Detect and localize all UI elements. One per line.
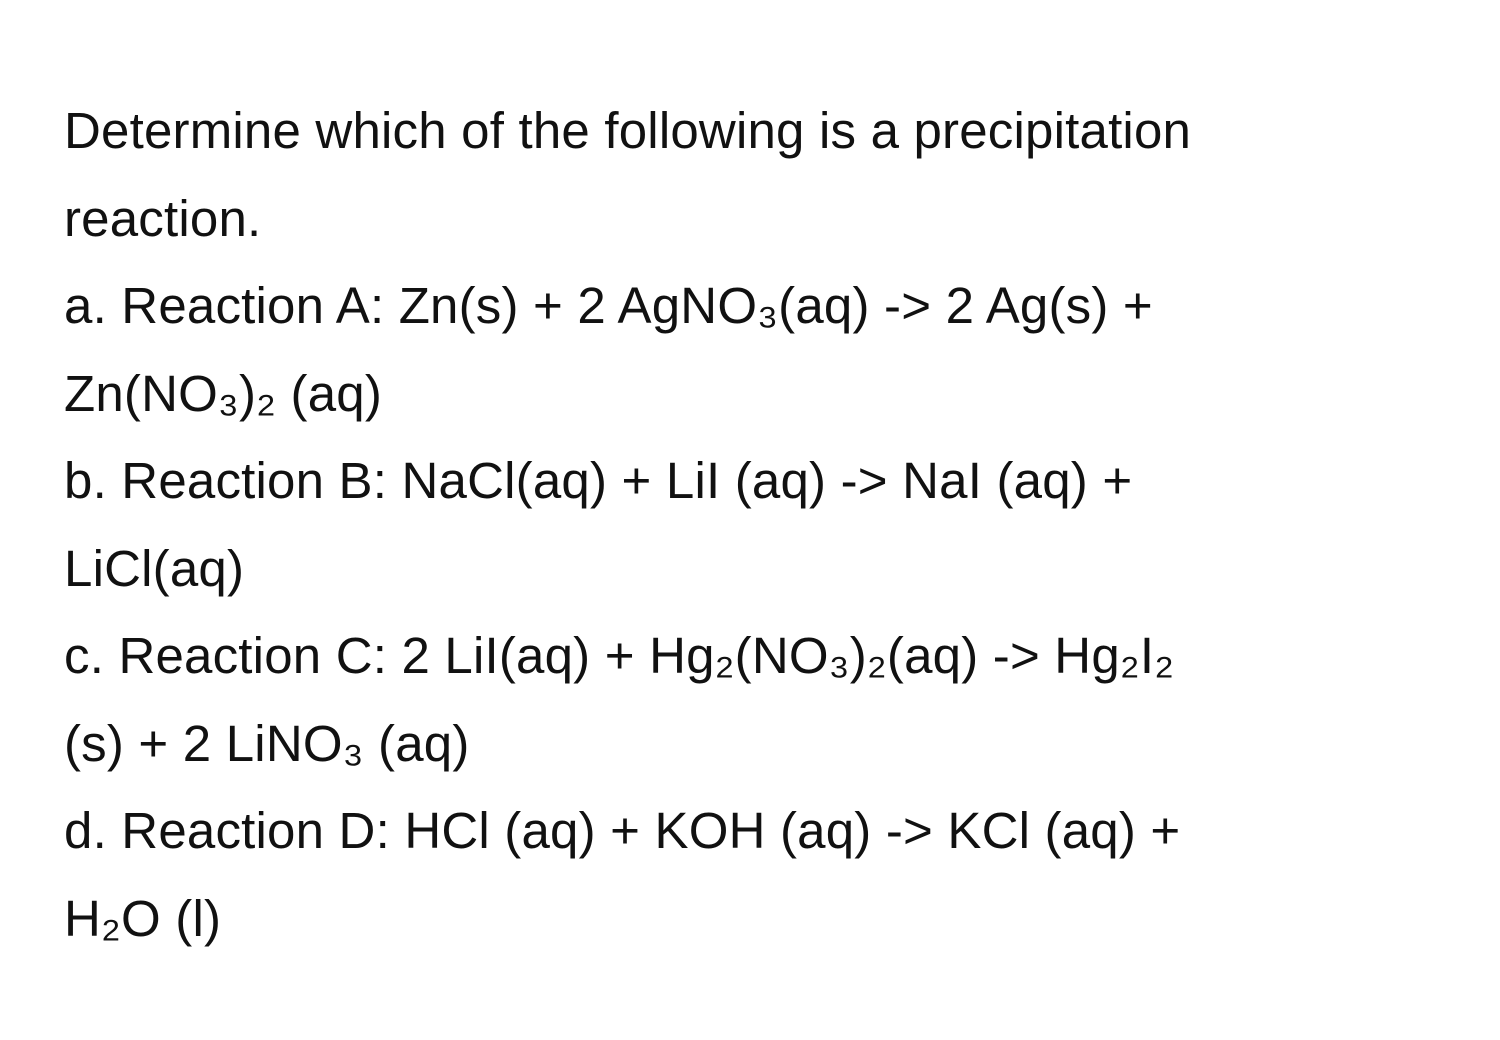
option-b-line-2: LiCl(aq) — [64, 539, 245, 597]
option-a-line-1: a. Reaction A: Zn(s) + 2 AgNO₃(aq) -> 2 Ag(s) + — [64, 277, 1153, 334]
option-c-line-1: c. Reaction C: 2 LiI(aq) + Hg₂(NO₃)₂(aq) -> Hg₂I₂ — [64, 627, 1175, 684]
option-a-line-2: Zn(NO₃)₂ (aq) — [64, 364, 383, 422]
option-d-line-1: d. Reaction D: HCl (aq) + KOH (aq) -> KCl (aq) + — [64, 802, 1181, 859]
question-prompt-line-2: reaction. — [64, 189, 262, 247]
option-c-line-2: (s) + 2 LiNO₃ (aq) — [64, 714, 470, 772]
question-document — [64, 87, 1444, 962]
question-prompt-line-1: Determine which of the following is a precipitation — [64, 102, 1192, 159]
option-d-line-2: H₂O (l) — [64, 889, 222, 947]
option-b-line-1: b. Reaction B: NaCl(aq) + LiI (aq) -> NaI (aq) + — [64, 452, 1133, 509]
